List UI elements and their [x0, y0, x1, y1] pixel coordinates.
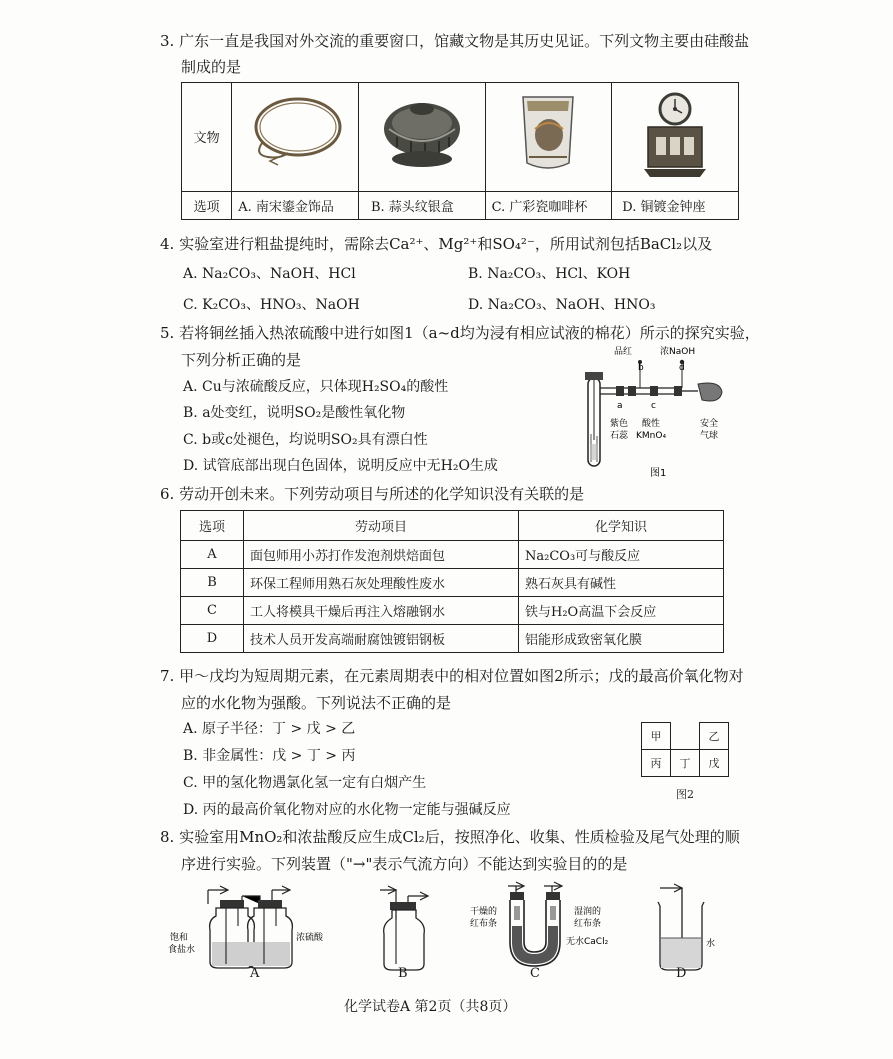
- apparatus-a: [168, 880, 324, 980]
- fig1-label-b: b: [638, 363, 644, 373]
- q4-option-b[interactable]: B. Na₂CO₃、HCl、KOH: [468, 266, 631, 282]
- apparatus-b-label: B: [398, 966, 408, 981]
- apparatus-a-label: A: [250, 966, 260, 981]
- q6-row-b-option: B: [181, 569, 244, 597]
- fig1-label-a: a: [617, 401, 623, 411]
- q7-option-b[interactable]: B. 非金属性：戊 > 丁 > 丙: [183, 748, 356, 764]
- label-hongbutiao-2: 红布条: [574, 919, 602, 929]
- q5-option-b[interactable]: B. a处变红，说明SO₂是酸性氧化物: [183, 405, 406, 421]
- q7-option-c[interactable]: C. 甲的氢化物遇氯化氢一定有白烟产生: [183, 775, 427, 791]
- silver-box-icon: [367, 87, 477, 183]
- fig1-label-qiqiu: 气球: [700, 431, 719, 441]
- q6-row-c-labor: 工人将模具干燥后再注入熔融钢水: [244, 597, 519, 625]
- label-shiyanshui: 食盐水: [168, 945, 196, 955]
- fig1-label-pinhong: 品红: [614, 347, 633, 357]
- table-row[interactable]: [181, 569, 724, 597]
- q5-stem-line1: 5. 若将铜丝插入热浓硫酸中进行如图1（a~d均为浸有相应试液的棉花）所示的探究实验，: [160, 324, 760, 342]
- q6-header-labor: 劳动项目: [244, 511, 519, 541]
- q7-option-d[interactable]: D. 丙的最高价氧化物对应的水化物一定能与强碱反应: [183, 802, 511, 818]
- q6-row-a-option: A: [181, 541, 244, 569]
- q6-header-option: 选项: [181, 511, 244, 541]
- q6-row-d-labor: 技术人员开发高端耐腐蚀镀铝钢板: [244, 625, 519, 653]
- q7-stem-line1: 7. 甲～戊均为短周期元素，在元素周期表中的相对位置如图2所示；戊的最高价氧化物对: [160, 667, 744, 685]
- q7-stem-line2: 应的水化物为强酸。下列说法不正确的是: [181, 694, 452, 712]
- fig2-caption: 图2: [676, 788, 694, 801]
- q5-stem-line2: 下列分析正确的是: [181, 351, 302, 369]
- safety-balloon: [698, 383, 722, 401]
- q3-option-c[interactable]: C. 广彩瓷咖啡杯: [485, 191, 612, 219]
- q6-row-c-knowledge: 铁与H₂O高温下会反应: [519, 597, 724, 625]
- q3-row-label-option: 选项: [182, 191, 232, 219]
- grid-cell-bing: 丙: [642, 750, 671, 777]
- fig1-caption: 图1: [650, 468, 667, 479]
- grid-cell-ding: 丁: [671, 750, 700, 777]
- q3-artifact-table: [181, 82, 739, 220]
- page-footer: 化学试卷A 第2页（共8页）: [344, 999, 517, 1015]
- grid-cell-wu: 戊: [700, 750, 729, 777]
- label-hongbutiao-1: 红布条: [470, 919, 498, 929]
- table-header-row: [181, 511, 724, 541]
- q6-row-b-knowledge: 熟石灰具有碱性: [519, 569, 724, 597]
- q3-stem-line2: 制成的是: [181, 58, 242, 76]
- q7-option-a[interactable]: A. 原子半径：丁 > 戊 > 乙: [183, 721, 356, 737]
- q4-option-a[interactable]: A. Na₂CO₃、NaOH、HCl: [183, 266, 356, 282]
- fig1-label-shirui: 石蕊: [610, 431, 629, 441]
- fig1-label-kmno4: KMnO₄: [636, 431, 667, 441]
- q4-stem: 4. 实验室进行粗盐提纯时，需除去Ca²⁺、Mg²⁺和SO₄²⁻，所用试剂包括BaCl₂以及: [160, 235, 713, 253]
- grid-cell-yi: 乙: [700, 723, 729, 750]
- q6-row-d-option: D: [181, 625, 244, 653]
- q5-option-a[interactable]: A. Cu与浓硫酸反应，只体现H₂SO₄的酸性: [183, 379, 449, 395]
- apparatus-c-label: C: [530, 966, 540, 981]
- q3-stem-line1: 3. 广东一直是我国对外交流的重要窗口，馆藏文物是其历史见证。下列文物主要由硅酸盐: [160, 32, 750, 50]
- q5-option-d[interactable]: D. 试管底部出现白色固体，说明反应中无H₂O生成: [183, 458, 498, 474]
- coffee-cup-icon: [493, 87, 603, 183]
- fig1-label-d: d: [679, 363, 685, 373]
- label-ganzao: 干燥的: [470, 907, 498, 917]
- q8-stem-line2: 序进行实验。下列装置（"→"表示气流方向）不能达到实验目的的是: [181, 855, 628, 873]
- q6-row-a-labor: 面包师用小苏打作发泡剂烘焙面包: [244, 541, 519, 569]
- label-shirun: 湿润的: [574, 907, 602, 917]
- q3-artifact-a-image: [232, 83, 359, 192]
- q6-row-b-labor: 环保工程师用熟石灰处理酸性废水: [244, 569, 519, 597]
- table-row[interactable]: [181, 541, 724, 569]
- q3-artifact-c-image: [485, 83, 612, 192]
- q3-option-b[interactable]: B. 蒜头纹银盒: [358, 191, 485, 219]
- label-cacl2: 无水CaCl₂: [566, 937, 609, 947]
- apparatus-d-label: D: [676, 966, 687, 981]
- grid-cell-jia: 甲: [642, 723, 671, 750]
- apparatus-b: [376, 880, 436, 980]
- gilded-ornament-icon: [240, 87, 350, 183]
- q4-option-c[interactable]: C. K₂CO₃、HNO₃、NaOH: [183, 297, 360, 313]
- q6-row-c-option: C: [181, 597, 244, 625]
- q6-row-d-knowledge: 铝能形成致密氧化膜: [519, 625, 724, 653]
- figure-1-apparatus: [580, 344, 730, 484]
- fig1-label-c: c: [651, 401, 656, 411]
- label-nongliusuan: 浓硫酸: [296, 933, 324, 943]
- table-row[interactable]: [181, 597, 724, 625]
- apparatus-d: [650, 880, 730, 980]
- q3-artifact-d-image: [612, 83, 739, 192]
- q6-table: [180, 510, 724, 653]
- q3-artifact-b-image: [358, 83, 485, 192]
- gilded-clock-icon: [620, 87, 730, 183]
- glass-tube: [600, 388, 682, 394]
- q3-option-d[interactable]: D. 铜镀金钟座: [612, 191, 739, 219]
- q6-row-a-knowledge: Na₂CO₃可与酸反应: [519, 541, 724, 569]
- table-row[interactable]: [181, 625, 724, 653]
- q6-stem: 6. 劳动开创未来。下列劳动项目与所述的化学知识没有关联的是: [160, 485, 585, 503]
- label-shui: 水: [706, 939, 716, 949]
- label-baohe: 饱和: [170, 933, 189, 943]
- fig1-label-anquan: 安全: [700, 419, 719, 429]
- fig1-label-zise: 紫色: [610, 419, 629, 429]
- fig1-label-naoh: 浓NaOH: [660, 347, 696, 357]
- figure-2-periodic-grid: [641, 722, 729, 777]
- q8-stem-line1: 8. 实验室用MnO₂和浓盐酸反应生成Cl₂后，按照净化、收集、性质检验及尾气处理的顺: [160, 828, 740, 846]
- q3-row-label-artifact: 文物: [182, 83, 232, 192]
- stopper: [585, 372, 603, 380]
- q4-option-d[interactable]: D. Na₂CO₃、NaOH、HNO₃: [468, 297, 656, 313]
- q5-option-c[interactable]: C. b或c处褪色，均说明SO₂具有漂白性: [183, 432, 428, 448]
- q6-header-knowledge: 化学知识: [519, 511, 724, 541]
- q3-option-a[interactable]: A. 南宋鎏金饰品: [232, 191, 359, 219]
- fig1-label-suanxing: 酸性: [642, 419, 661, 429]
- apparatus-c: [470, 880, 620, 980]
